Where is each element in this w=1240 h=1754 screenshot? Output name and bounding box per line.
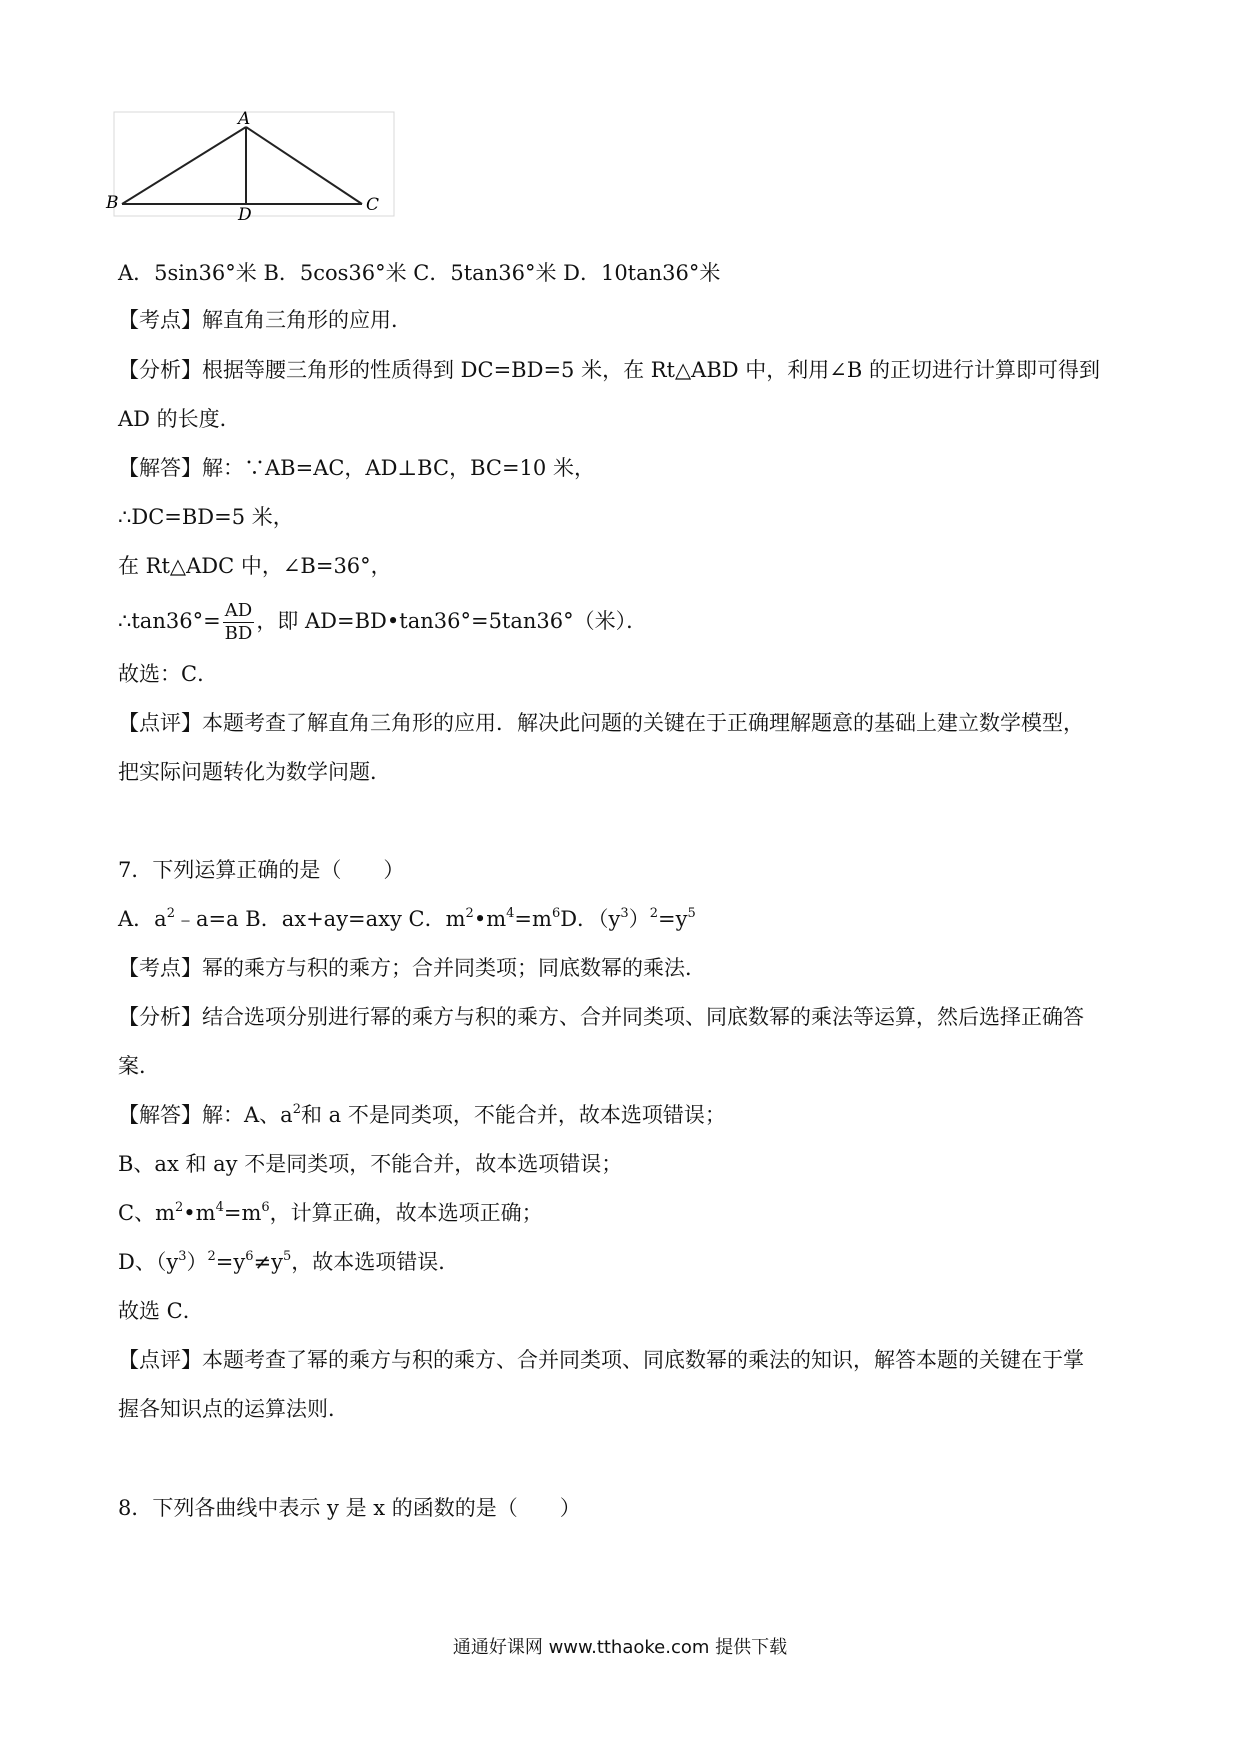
kaodian-text: 解直角三角形的应用． [202, 308, 412, 332]
q6-fenxi [118, 355, 1100, 385]
q7-dianping-cont: 握各知识点的运算法则． [118, 1397, 349, 1421]
q7-fenxi [118, 1002, 1084, 1032]
fenxi-tag: 【分析】 [118, 358, 202, 382]
figure-frame [114, 112, 394, 216]
side-ac [246, 127, 362, 204]
q7-jieda-c: C、$m^2•m^4=m^6$，计算正确，故本选项正确； [118, 1200, 543, 1225]
fenxi-text: 根据等腰三角形的性质得到 DC=BD=5 米，在 Rt△ABD 中，利用∠B 的正切进行计算即可得到 [202, 358, 1100, 382]
q6-options: A．5sin36°米 B．5cos36°米 C．5tan36°米 D．10tan36°米 [118, 261, 721, 285]
page-footer: 通通好课网 www.tthaoke.com 提供下载 [452, 1637, 788, 1658]
q6-answer: 故选：C． [118, 662, 219, 686]
label-b: B [106, 193, 119, 213]
q6-dianping [118, 708, 1084, 738]
q6-fenxi-cont: AD 的长度． [118, 407, 241, 431]
q6-kaodian [118, 305, 412, 335]
q7-answer: 故选 C． [118, 1299, 204, 1323]
side-ab [122, 127, 246, 204]
q8-title: 8．下列各曲线中表示 y 是 x 的函数的是（ ） [118, 1496, 581, 1520]
q7-jieda-b: B、ax 和 ay 不是同类项，不能合并，故本选项错误； [118, 1152, 623, 1176]
q6-jieda-4 [118, 600, 647, 645]
q6-jieda-2: ∴DC=BD=5 米， [118, 505, 294, 529]
jieda-tag: 【解答】 [118, 1103, 202, 1127]
tan-result: ，即 AD=BD•tan36°=5tan36°（米）． [256, 609, 648, 633]
fraction-denominator: BD [224, 623, 253, 644]
q7-options: A．$a^2﹣a=a$ B．ax+ay=axy C．$m^2•m^4=m^6D$．$(y^3)^2=y^5$ [118, 906, 696, 931]
q7-dianping [118, 1345, 1084, 1375]
fraction [223, 600, 255, 645]
tan-expression: ∴tan36°= [118, 609, 221, 633]
label-a: A [238, 109, 251, 129]
jieda-tag: 【解答】 [118, 456, 202, 480]
dianping-text: 本题考查了幂的乘方与积的乘方、合并同类项、同底数幂的乘法的知识，解答本题的关键在于掌 [202, 1348, 1084, 1372]
kaodian-tag: 【考点】 [118, 308, 202, 332]
q7-jieda: 【解答】解：A、$a^2$和 a 不是同类项，不能合并，故本选项错误； [118, 1102, 726, 1127]
q7-title: 7．下列运算正确的是（ ） [118, 858, 405, 882]
dianping-tag: 【点评】 [118, 711, 202, 735]
q7-kaodian [118, 953, 706, 983]
q7-jieda-d: D、$(y^3)^2=y^6\ne y^5$，故本选项错误． [118, 1249, 460, 1274]
jieda-text: 解：∵AB=AC，AD⊥BC，BC=10 米， [202, 456, 595, 480]
label-c: C [366, 195, 380, 215]
fenxi-text: 结合选项分别进行幂的乘方与积的乘方、合并同类项、同底数幂的乘法等运算，然后选择正确答 [202, 1005, 1084, 1029]
kaodian-text: 幂的乘方与积的乘方；合并同类项；同底数幂的乘法． [202, 956, 706, 980]
q6-jieda [118, 453, 595, 483]
triangle-figure [106, 108, 400, 225]
q6-dianping-cont: 把实际问题转化为数学问题． [118, 760, 391, 784]
fraction-numerator: AD [223, 600, 255, 623]
dianping-tag: 【点评】 [118, 1348, 202, 1372]
kaodian-tag: 【考点】 [118, 956, 202, 980]
dianping-text: 本题考查了解直角三角形的应用．解决此问题的关键在于正确理解题意的基础上建立数学模型， [202, 711, 1084, 735]
q6-jieda-3: 在 Rt△ADC 中，∠B=36°， [118, 554, 392, 578]
q7-fenxi-cont: 案． [118, 1054, 160, 1078]
label-d: D [238, 205, 252, 225]
fenxi-tag: 【分析】 [118, 1005, 202, 1029]
